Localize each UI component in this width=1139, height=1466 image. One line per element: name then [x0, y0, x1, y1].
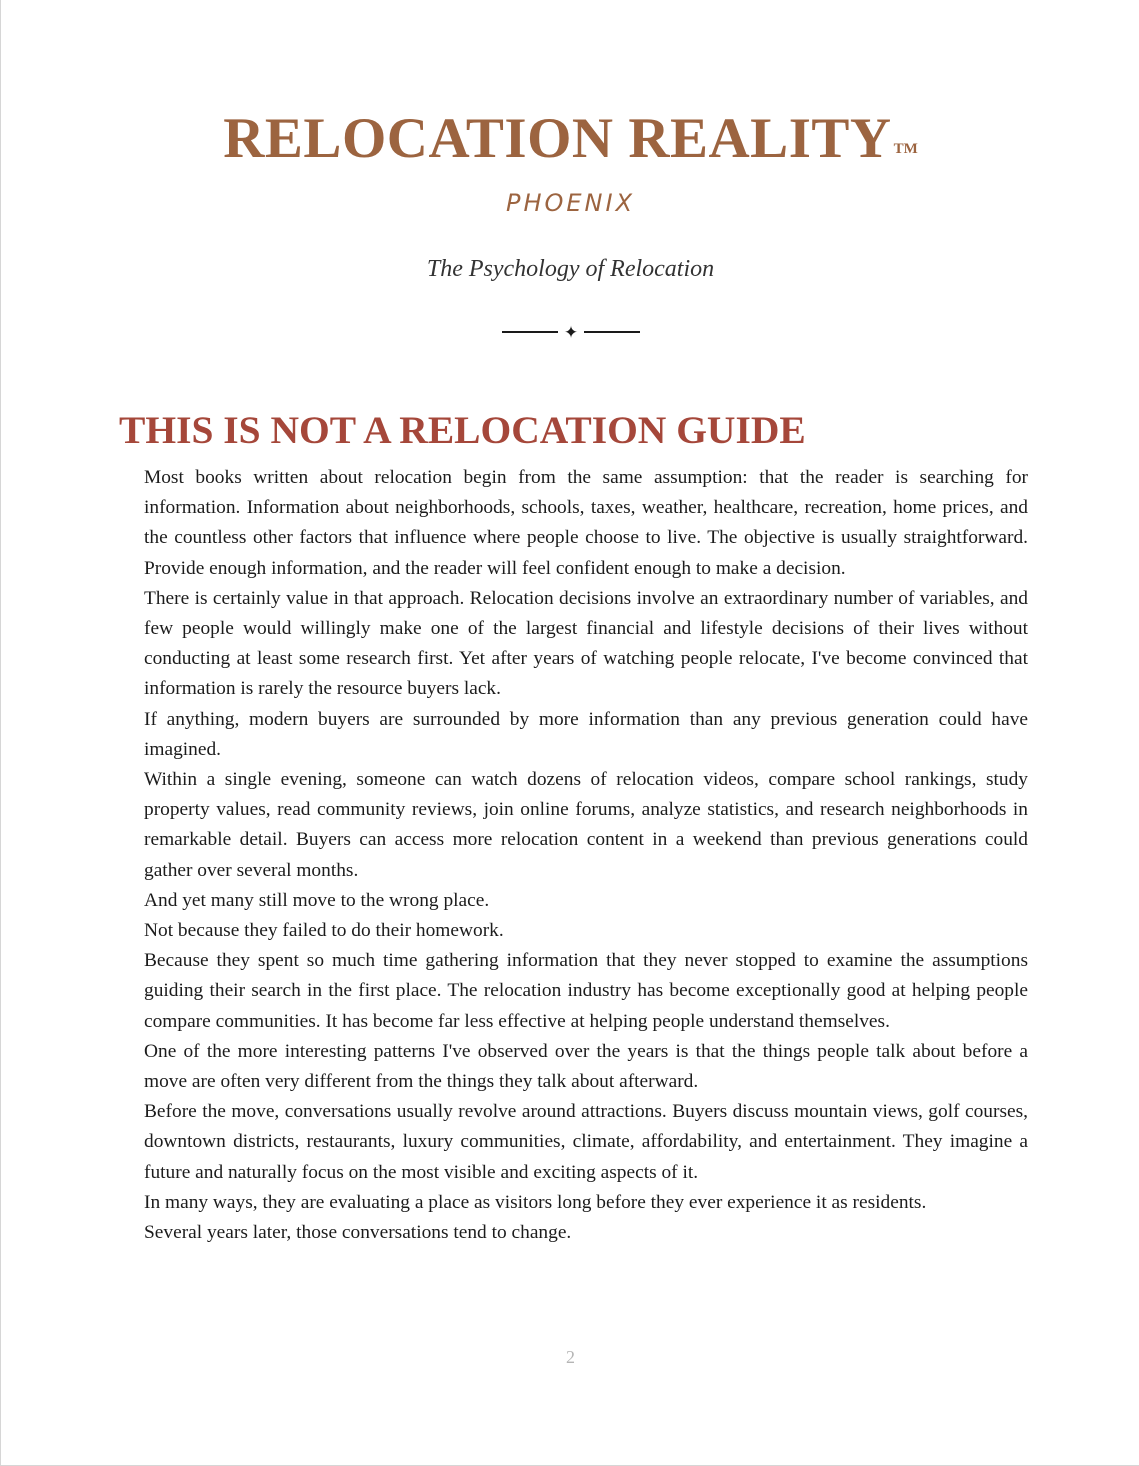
paragraph: Before the move, conversations usually revolve around attractions. Buyers discuss mountain views, golf courses, downtown districts, restaurants, luxury communities, climate, affordability, and entertainment. They imagine a future and naturally focus on the most visible and exciting aspects of it. — [144, 1101, 1028, 1183]
paragraph: If anything, modern buyers are surrounded by more information than any previous generation could have imagined. — [144, 708, 1028, 760]
book-tagline: The Psychology of Relocation — [426, 256, 715, 282]
paragraph: Within a single evening, someone can watch dozens of relocation videos, compare school rankings, study property values, read community reviews, join online forums, analyze statistics, and research neighborhoods in remarkable detail. Buyers can access more relocation content in a weekend than previous generations could gather over several months. — [144, 769, 1028, 881]
ornamental-divider — [501, 320, 641, 344]
section-heading: THIS IS NOT A RELOCATION GUIDE — [119, 408, 806, 452]
paragraph: Because they spent so much time gathering information that they never stopped to examine the assumptions guiding their search in the first place. The relocation industry has become exceptionally good at helping people compare communities. It has become far less effective at helping people understand themselves. — [144, 950, 1028, 1032]
page-header — [1, 104, 1139, 344]
divider-star-icon: ✦ — [563, 323, 578, 343]
paragraph: One of the more interesting patterns I've observed over the years is that the things people talk about before a move are often very different from the things they talk about afterward. — [144, 1040, 1028, 1093]
book-title — [1, 104, 1139, 184]
trademark-symbol: TM — [893, 141, 918, 157]
paragraph: In many ways, they are evaluating a place as visitors long before they ever experience it as residents. — [144, 1191, 927, 1213]
paragraph: Several years later, those conversations tend to change. — [144, 1222, 572, 1244]
paragraph: Not because they failed to do their homework. — [144, 920, 504, 942]
body-text — [144, 463, 1028, 1248]
book-subtitle: PHOENIX — [505, 189, 636, 217]
paragraph: There is certainly value in that approach. Relocation decisions involve an extraordinary number of variables, and few people would willingly make one of the largest financial and lifestyle decisions of their lives without conducting at least some research first. Yet after years of watching people relocate, I've become convinced that information is rarely the resource buyers lack. — [144, 587, 1028, 700]
book-title-text: RELOCATION REALITY — [223, 107, 892, 170]
paragraph: And yet many still move to the wrong place. — [144, 889, 490, 911]
paragraph: Most books written about relocation begin from the same assumption: that the reader is searching for information. Information about neighborhoods, schools, taxes, weather, healthcare, recreation, home prices, and the countless other factors that influence where people choose to live. The objective is usually straightforward. Provide enough information, and the reader will feel confident enough to make a decision. — [144, 467, 1028, 579]
page-number: 2 — [566, 1347, 575, 1367]
